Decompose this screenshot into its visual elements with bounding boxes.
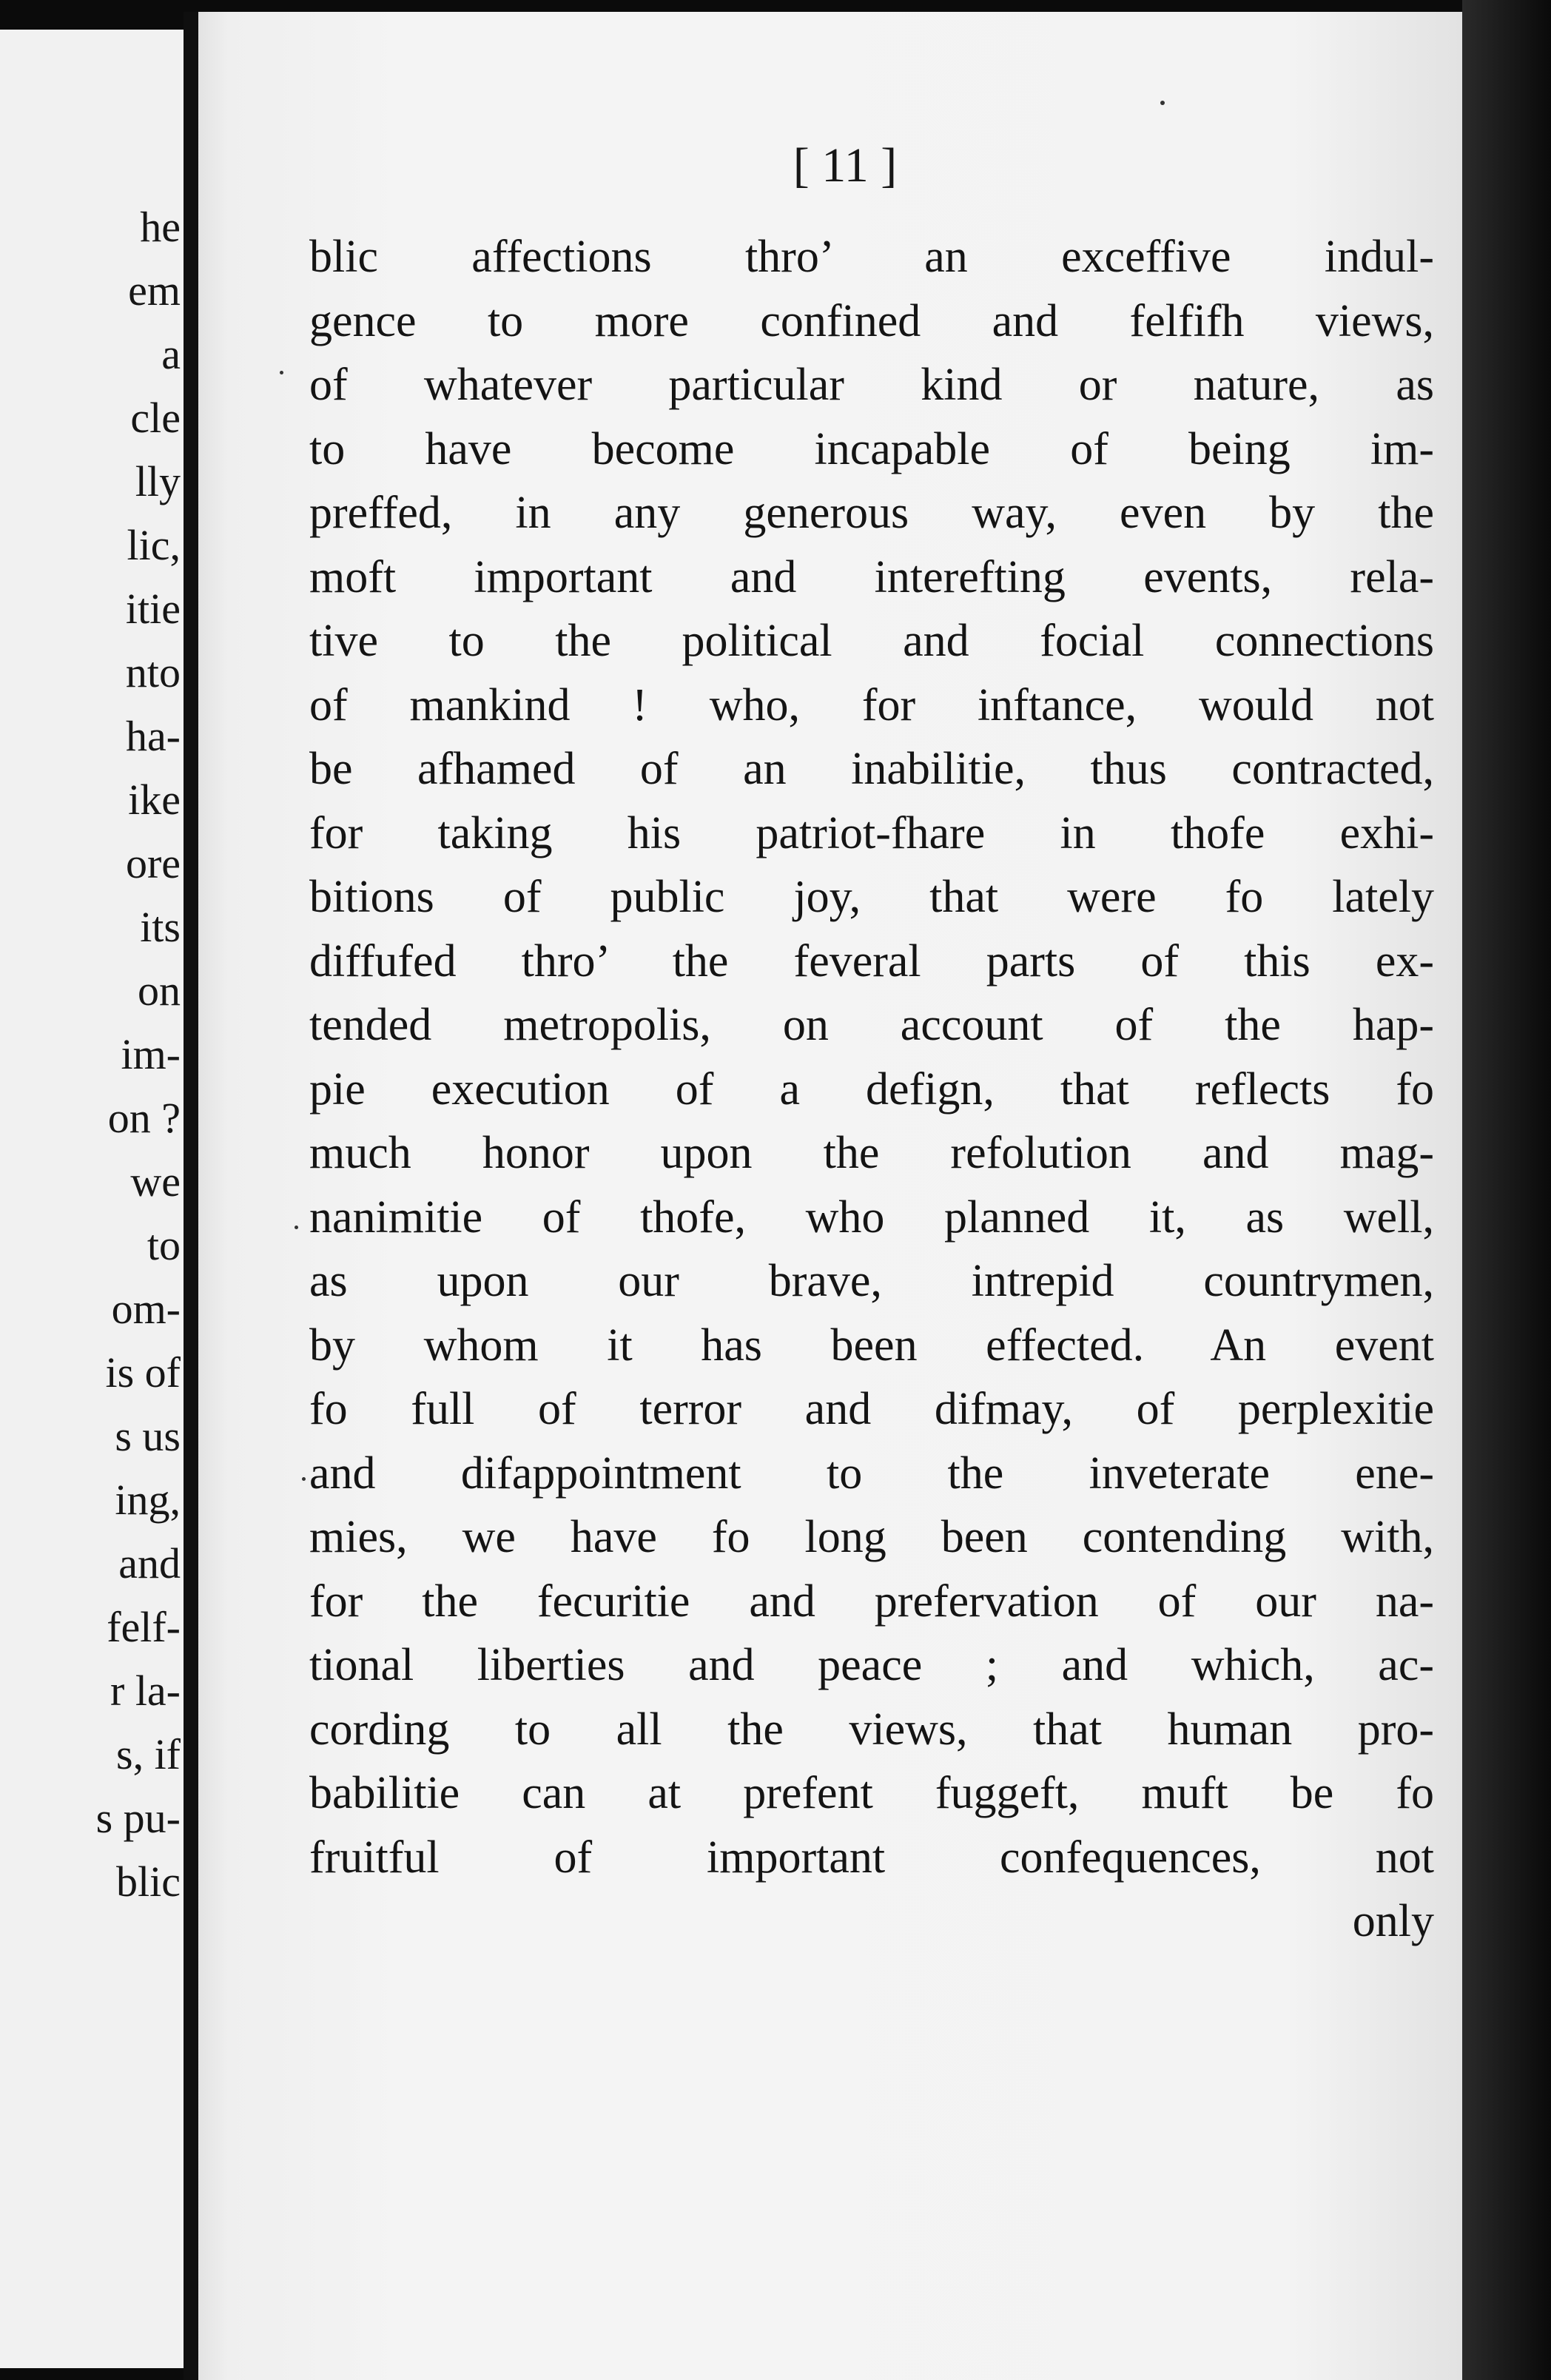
text-line: as upon our brave, intrepid countrymen, — [309, 1256, 1434, 1306]
left-fragment-line: nto — [125, 648, 181, 696]
left-fragment-line: ike — [128, 776, 181, 824]
previous-page-fragment — [0, 30, 194, 2368]
left-fragment-line: to — [147, 1221, 181, 1269]
left-fragment-line: r la- — [110, 1667, 181, 1715]
text-line: preffed, in any generous way, even by the — [309, 488, 1434, 538]
left-fragment-line: s us — [115, 1412, 181, 1460]
left-fragment-line: im- — [121, 1030, 181, 1078]
text-line: pie execution of a defign, that reflects fo — [309, 1063, 1434, 1115]
text-line: bitions of public joy, that were fo lately — [309, 872, 1434, 922]
text-line: tended metropolis, on account of the hap- — [309, 1000, 1434, 1050]
left-fragment-line: on — [138, 967, 181, 1015]
text-line: of whatever particular kind or nature, as — [309, 360, 1434, 410]
left-fragment-line: a — [161, 330, 181, 378]
text-line: mies, we have fo long been contending with, — [309, 1512, 1434, 1562]
left-fragment-line: em — [128, 266, 181, 315]
text-line: nanimitie of thofe, who planned it, as well, — [309, 1191, 1434, 1243]
left-fragment-line: lic, — [127, 521, 181, 569]
catchword: only — [1352, 1896, 1434, 1946]
left-fragment-line: lly — [135, 457, 181, 505]
left-fragment-line: itie — [125, 585, 181, 633]
text-line: babilitie can at prefent fuggeft, muft be fo — [309, 1768, 1434, 1818]
page-body-text — [309, 225, 1434, 1954]
text-line: blic affections thro’ an exceffive indul- — [309, 232, 1434, 282]
left-fragment-line: ore — [125, 839, 181, 887]
left-fragment-line: he — [140, 203, 181, 251]
current-page — [184, 12, 1462, 2380]
left-fragment-line: on ? — [107, 1094, 181, 1142]
book-gutter — [184, 12, 198, 2380]
page-number: [ 11 ] — [793, 138, 898, 192]
left-fragment-line: s, if — [116, 1730, 181, 1778]
text-line: tive to the political and focial connections — [309, 616, 1434, 666]
page-edge-shadow — [1462, 0, 1551, 2380]
left-fragment-line: om- — [111, 1285, 181, 1333]
text-line: fruitful of important confequences, not — [309, 1832, 1434, 1883]
left-fragment-line: ing, — [115, 1476, 181, 1524]
left-fragment-line: is of — [105, 1348, 181, 1396]
text-line: much honor upon the refolution and mag- — [309, 1128, 1434, 1178]
text-line: gence to more confined and felfifh views, — [309, 295, 1434, 346]
left-fragment-line: s pu- — [95, 1794, 181, 1842]
text-line: and difappointment to the inveterate ene- — [309, 1448, 1434, 1499]
text-line: diffufed thro’ the feveral parts of this ex- — [309, 935, 1434, 986]
left-fragment-line: its — [140, 903, 181, 951]
text-line: for the fecuritie and prefervation of our na- — [309, 1576, 1434, 1627]
left-fragment-line: we — [130, 1157, 181, 1206]
text-line: fo full of terror and difmay, of perplexitie — [309, 1384, 1434, 1434]
paper-speck — [295, 1226, 298, 1229]
left-fragment-line: and — [118, 1539, 181, 1587]
paper-speck — [302, 1477, 306, 1481]
text-line: moft important and interefting events, rela- — [309, 551, 1434, 602]
left-fragment-line: cle — [130, 394, 181, 442]
paper-speck — [1160, 101, 1165, 105]
text-line: for taking his patriot-fhare in thofe exhi- — [309, 807, 1434, 858]
left-fragment-line: felf- — [107, 1603, 181, 1651]
text-line: to have become incapable of being im- — [309, 423, 1434, 474]
text-line: by whom it has been effected. An event — [309, 1320, 1434, 1371]
text-line: of mankind ! who, for inftance, would not — [309, 679, 1434, 730]
text-line: tional liberties and peace ; and which, ac- — [309, 1640, 1434, 1690]
left-fragment-line: blic — [116, 1858, 181, 1906]
text-line: cording to all the views, that human pro- — [309, 1704, 1434, 1755]
text-line: be afhamed of an inabilitie, thus contracted, — [309, 744, 1434, 794]
left-fragment-line: ha- — [125, 712, 181, 760]
paper-speck — [280, 371, 283, 374]
